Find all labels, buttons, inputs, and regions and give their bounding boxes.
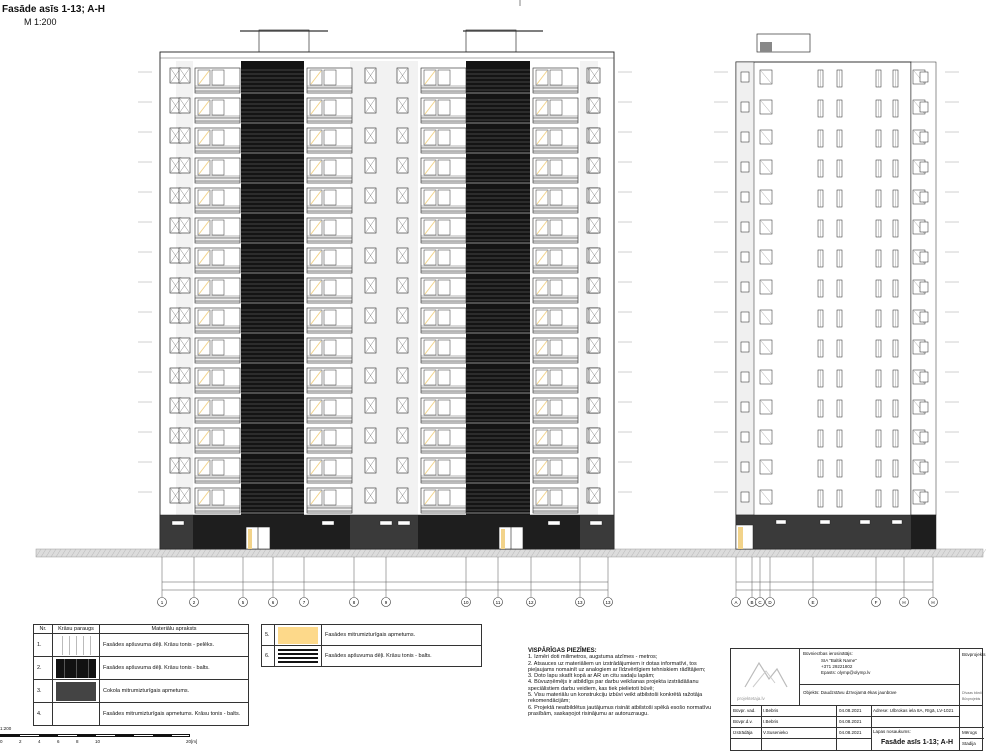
side-window — [741, 222, 749, 232]
window — [324, 460, 336, 475]
axis-label: 7 — [302, 600, 306, 605]
side-window — [741, 492, 749, 502]
legend-header-nr: Nr. — [34, 625, 53, 634]
window — [550, 370, 562, 385]
drawing-title: Fasāde asīs 1-13; A-H — [2, 4, 106, 15]
window — [550, 220, 562, 235]
date: 04.08.2021 — [839, 730, 862, 735]
side-window — [920, 192, 928, 202]
window — [438, 160, 450, 175]
door-frame — [738, 527, 743, 549]
door-frame — [501, 529, 505, 549]
sheet-label: Lapas nosaukums: — [873, 729, 911, 734]
legend-nr: 6. — [262, 646, 275, 667]
sheet-title: Fasāde asīs 1-13; A-H — [881, 739, 954, 746]
note-item: speciālistiem darbu veidiem, kas tiek pielietoti būvē; — [528, 685, 654, 692]
window — [438, 400, 450, 415]
axis-label: 10 — [463, 600, 469, 605]
plinth-vent — [776, 520, 786, 524]
date: 04.08.2021 — [839, 719, 862, 724]
person: I.Bebris — [763, 719, 779, 724]
window — [438, 340, 450, 355]
window — [212, 460, 224, 475]
legend-row — [34, 657, 249, 680]
legend-desc: Fasādes apšuvuma dēļi. Krāsu tonis - balts. — [100, 657, 249, 680]
scale-tick: 2 — [19, 739, 22, 744]
scale-label: Mērogs — [962, 730, 978, 735]
legend-row — [34, 680, 249, 703]
axis-label: 8 — [352, 600, 356, 605]
scale-tick: 20[m] — [186, 739, 198, 744]
scale-tick: 10 — [95, 739, 101, 744]
side-window — [741, 402, 749, 412]
legend-row — [34, 634, 249, 657]
window — [550, 130, 562, 145]
plinth-vent — [322, 521, 334, 525]
window — [550, 430, 562, 445]
axis-label: D — [768, 600, 772, 605]
window — [438, 490, 450, 505]
axis-label: B — [750, 600, 754, 605]
window — [550, 340, 562, 355]
side-window — [920, 252, 928, 262]
client-phone: +371 29221802 — [821, 664, 853, 669]
window — [212, 160, 224, 175]
plinth-vent — [860, 520, 870, 524]
window — [550, 400, 562, 415]
side-window — [920, 372, 928, 382]
window — [438, 220, 450, 235]
window — [324, 160, 336, 175]
plinth-vent — [548, 521, 560, 525]
legend-swatch — [275, 646, 322, 667]
roof-vent — [760, 42, 772, 52]
legend-table-2 — [261, 624, 482, 667]
window — [324, 280, 336, 295]
note-item: 2. Atsauces uz materiāliem un izstrādājumiem ir dotas informatīvi, tos — [528, 660, 697, 667]
side-window — [920, 432, 928, 442]
legend-row — [262, 646, 482, 667]
window — [212, 400, 224, 415]
plinth-vent — [892, 520, 902, 524]
side-note: Būvprojekts — [962, 697, 981, 701]
window — [550, 460, 562, 475]
side-window — [920, 162, 928, 172]
side-window — [741, 132, 749, 142]
axis-label: 13 — [577, 600, 583, 605]
side-window — [920, 462, 928, 472]
window — [438, 190, 450, 205]
window — [438, 460, 450, 475]
object-text: Objekts: Daudzstāvu dzīvojamā ēkas jaunbūve — [803, 690, 897, 695]
window — [324, 190, 336, 205]
window — [212, 130, 224, 145]
door-frame — [248, 529, 252, 549]
window — [550, 100, 562, 115]
scale-tick: 0 — [0, 739, 3, 744]
window — [550, 490, 562, 505]
plinth — [736, 515, 936, 549]
side-window — [920, 282, 928, 292]
roof-structure — [259, 30, 309, 52]
window — [212, 490, 224, 505]
legend-header-desc: Materiālu apraksts — [100, 625, 249, 634]
window — [324, 340, 336, 355]
scale-bar-label: 1:200 — [0, 726, 12, 731]
legend-desc: Fasādes apšuvuma dēļi. Krāsu tonis - pelēks. — [100, 634, 249, 657]
note-item: prasībām, saskaņojot risinājumu ar autoruzraugu. — [528, 710, 649, 717]
legend-swatch — [53, 680, 100, 703]
note-item: 5. Visu materiālu un konstrukciju izbūvi veikt atbilstoši konkrētā ražotāja — [528, 692, 703, 699]
legend-table — [33, 624, 249, 726]
address-text: Adrese: Ulbrokas iela 8A, Rīgā, LV-1021 — [873, 708, 954, 713]
window — [212, 280, 224, 295]
side-window — [741, 312, 749, 322]
axis-label: C — [758, 600, 762, 605]
note-item: rekomendācijām; — [528, 698, 570, 705]
legend-swatch — [275, 625, 322, 646]
window — [324, 430, 336, 445]
legend-nr: 3. — [34, 680, 53, 703]
side-window — [920, 102, 928, 112]
window — [324, 100, 336, 115]
window — [212, 370, 224, 385]
axis-label: H — [902, 600, 906, 605]
date: 04.08.2021 — [839, 708, 862, 713]
side-window — [920, 312, 928, 322]
note-item: 6. Projektā neatbildētus jautājumus risināt atbilstoši spēkā esošo normatīvu — [528, 704, 712, 711]
legend-nr: 1. — [34, 634, 53, 657]
note-item: 3. Doto lapu skatīt kopā ar AR un citu sadaļu lapām; — [528, 673, 655, 680]
legend-desc: Fasādes mitrumizturīgais apmetums. Krāsu tonis - balts. — [100, 703, 249, 726]
firm-name: projektetaja.lv — [737, 696, 765, 701]
legend-row — [34, 703, 249, 726]
window — [324, 490, 336, 505]
legend-nr: 2. — [34, 657, 53, 680]
plinth-vent — [398, 521, 410, 525]
window — [438, 280, 450, 295]
plinth-vent — [172, 521, 184, 525]
project-type: Būvprojekts — [962, 652, 986, 657]
client-label: Būvniecības ierosinātājs: — [803, 651, 853, 656]
window — [212, 310, 224, 325]
window — [212, 430, 224, 445]
axis-label: 11 — [495, 600, 501, 605]
axis-label: 13 — [605, 600, 611, 605]
legend-nr: 5. — [262, 625, 275, 646]
role: Izstrādāja — [733, 730, 753, 735]
axis-label: 1 — [160, 600, 164, 605]
side-window — [741, 162, 749, 172]
window — [438, 430, 450, 445]
side-window — [920, 222, 928, 232]
window — [550, 160, 562, 175]
window — [550, 280, 562, 295]
role: Būvpr. vad. — [733, 708, 756, 713]
window — [324, 250, 336, 265]
window — [212, 250, 224, 265]
scale-tick: 8 — [76, 739, 79, 744]
legend-swatch — [53, 657, 100, 680]
legend-header-sample: Krāsu paraugs — [53, 625, 100, 634]
legend-nr: 4. — [34, 703, 53, 726]
axis-label: F — [874, 600, 878, 605]
side-window — [741, 372, 749, 382]
window — [324, 310, 336, 325]
window — [550, 250, 562, 265]
axis-label: 6 — [271, 600, 275, 605]
side-window — [741, 432, 749, 442]
role: Būvpr.d.v. — [733, 719, 753, 724]
side-window — [741, 192, 749, 202]
axis-label: H — [931, 600, 935, 605]
window — [438, 70, 450, 85]
plinth-vent — [380, 521, 392, 525]
window — [438, 250, 450, 265]
client-email: Epasts: olymp@olymp.lv — [821, 670, 871, 675]
axis-label: A — [734, 600, 738, 605]
window — [324, 220, 336, 235]
ground-hatch — [36, 549, 983, 557]
side-window — [741, 252, 749, 262]
window — [212, 70, 224, 85]
window — [550, 190, 562, 205]
window — [550, 70, 562, 85]
legend-swatch — [53, 634, 100, 657]
plinth-dark — [911, 515, 936, 549]
window — [324, 400, 336, 415]
axis-label: 12 — [528, 600, 534, 605]
window — [212, 100, 224, 115]
side-window — [920, 492, 928, 502]
note-item: 4. Būvuzņēmējs ir atbildīgs par darbu veikšanas projekta izstrādāšanu — [528, 679, 699, 686]
roof-structure — [466, 30, 516, 52]
window — [212, 340, 224, 355]
side-window — [741, 462, 749, 472]
company-logo — [739, 657, 793, 695]
window — [550, 310, 562, 325]
window — [438, 370, 450, 385]
legend-swatch — [53, 703, 100, 726]
side-window — [920, 72, 928, 82]
side-window — [920, 132, 928, 142]
window — [324, 130, 336, 145]
window — [212, 190, 224, 205]
legend-desc: Fasādes mitrumizturīgais apmetums. — [322, 625, 482, 646]
legend-row — [262, 625, 482, 646]
legend-desc: Fasādes apšuvuma dēļi. Krāsu tonis - balts. — [322, 646, 482, 667]
notes-heading: VISPĀRĪGAS PIEZĪMES: — [528, 648, 597, 654]
note-item: 1. Izmēri doti milimetros, augstuma atzīmes - metros; — [528, 654, 658, 661]
general-notes — [528, 648, 728, 717]
title-block — [730, 648, 986, 751]
stage-label: Stadija — [962, 741, 976, 746]
scale-tick: 6 — [57, 739, 60, 744]
window — [438, 100, 450, 115]
note-item: pieļaujams nomainīt uz analogiem ar līdzvērtīgiem tehniskiem rādītājiem; — [528, 666, 706, 673]
window — [438, 310, 450, 325]
window — [212, 220, 224, 235]
person: I.Bebris — [763, 708, 779, 713]
window — [438, 130, 450, 145]
side-window — [741, 72, 749, 82]
person: V.Susenieko — [763, 730, 788, 735]
plinth-dark — [193, 515, 350, 549]
legend-desc: Cokola mitrumizturīgais apmetums. — [100, 680, 249, 703]
scale-tick: 4 — [38, 739, 41, 744]
window — [324, 70, 336, 85]
side-window — [741, 342, 749, 352]
window — [324, 370, 336, 385]
side-window — [741, 282, 749, 292]
side-window — [741, 102, 749, 112]
axis-label: 2 — [192, 600, 196, 605]
side-note: Dīvaas bārdi — [962, 691, 982, 695]
drawing-scale: M 1:200 — [24, 17, 57, 27]
plinth-vent — [590, 521, 602, 525]
axis-label: 5 — [241, 600, 245, 605]
client-name: SIA "Baltik Name" — [821, 658, 857, 663]
plinth-vent — [820, 520, 830, 524]
axis-label: E — [811, 600, 815, 605]
side-window — [920, 402, 928, 412]
axis-label: 9 — [384, 600, 388, 605]
side-window — [920, 342, 928, 352]
